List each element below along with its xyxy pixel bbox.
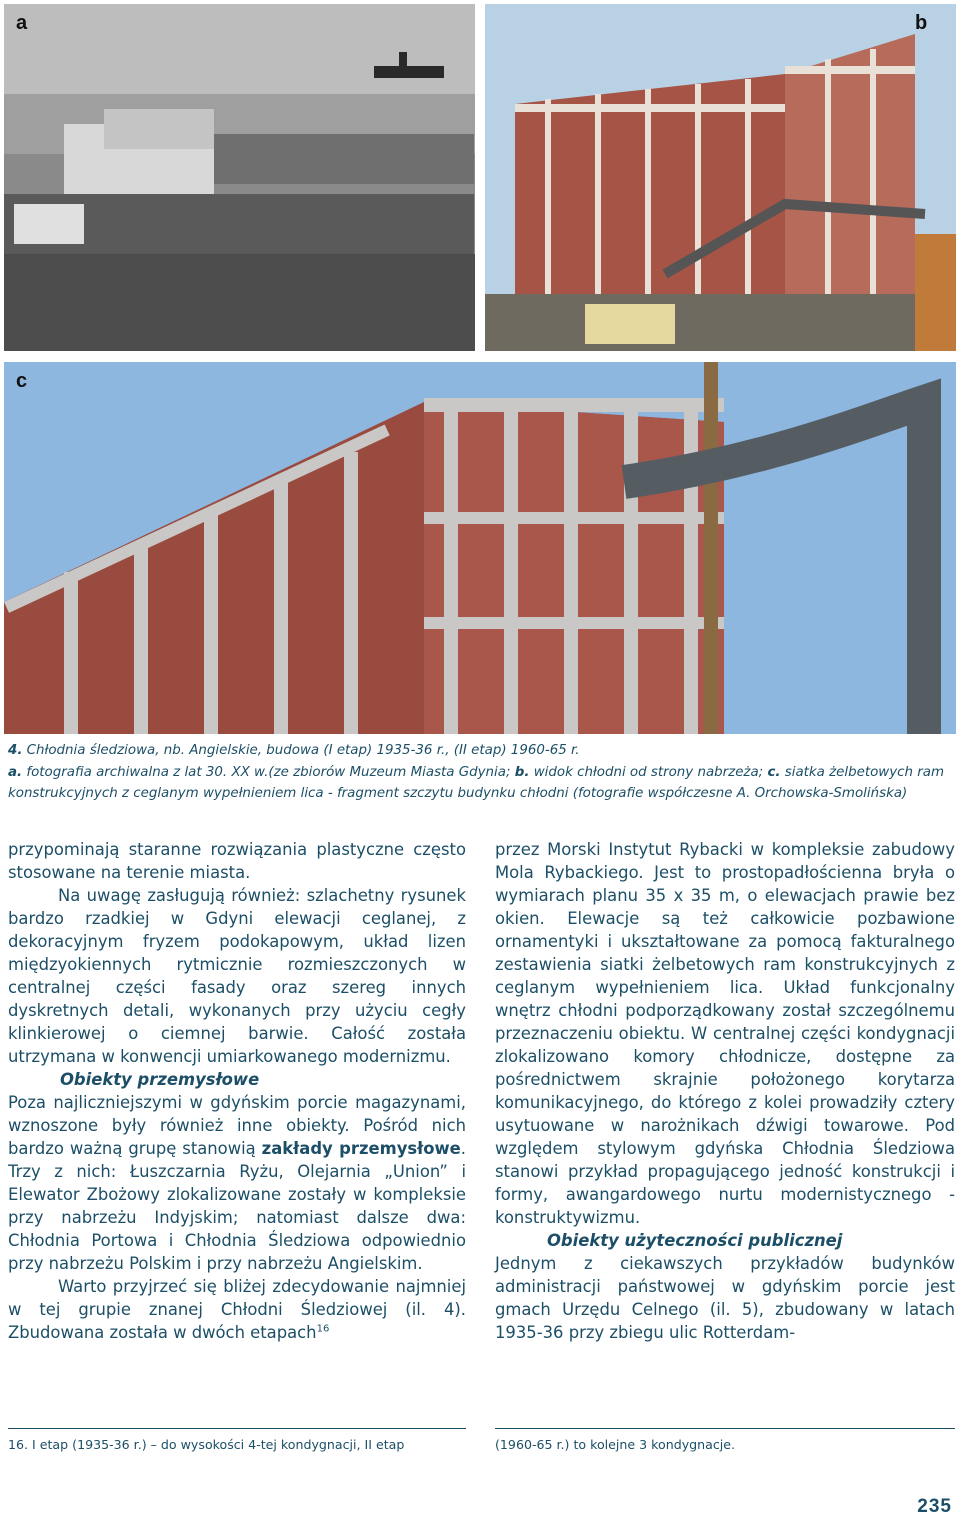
- caption-b-key: b.: [514, 764, 530, 780]
- left-paragraph-3: [8, 1091, 466, 1275]
- section-title-industrial: Obiekty przemysłowe: [60, 1070, 260, 1089]
- photo-a-archival: [4, 4, 475, 351]
- left-column: [8, 838, 466, 1344]
- caption-number: 4.: [8, 743, 23, 758]
- page-number: 235: [917, 1496, 952, 1517]
- caption-line1: Chłodnia śledziowa, nb. Angielskie, budowa (I etap) 1935-36 r., (II etap) 1960-65 r.: [26, 743, 580, 758]
- left-paragraph-4: [8, 1275, 466, 1344]
- left-p4-text: Warto przyjrzeć się bliżej zdecydowanie najmniej w tej grupie znanej Chłodni Śledziowej (il. 4). Zbudowana została w dwóch etapach: [8, 1277, 466, 1342]
- photo-a-label: a: [16, 12, 28, 34]
- caption-a-key: a.: [8, 764, 23, 780]
- caption-c-text: siatka żelbetowych ram konstrukcyjnych z ceglanym wypełnieniem lica - fragment szczytu budynku chłodni (fotografie współczesne A. Orchowska-Smolińska): [8, 764, 945, 801]
- figure-caption: [8, 740, 952, 805]
- caption-a-text: fotografia archiwalna z lat 30. XX w.(ze zbiorów Muzeum Miasta Gdynia;: [26, 764, 511, 780]
- footnote-rule-right: [495, 1428, 955, 1429]
- caption-b-text: widok chłodni od strony nabrzeża;: [533, 764, 764, 780]
- photo-b-label: b: [915, 12, 928, 34]
- footnote-right: (1960-65 r.) to kolejne 3 kondygnacje.: [495, 1437, 736, 1452]
- footnote-ref-16: 16: [316, 1323, 330, 1335]
- left-paragraph-2: Na uwagę zasługują również: szlachetny rysunek bardzo rzadkiej w Gdyni elewacji ceglanej, z dekoracyjnym fryzem podokapowym, układ lizen międzyokiennych rytmicznie rozmieszczonych w centralnej części fasady oraz szereg innych dyskretnych detali, wykonanych przy użyciu cegły klinkierowej o ciemnej barwie. Całość została utrzymana w konwencji umiarkowanego modernizmu.: [8, 886, 466, 1066]
- left-p3-bold: zakłady przemysłowe: [261, 1139, 461, 1158]
- section-title-public: Obiekty użyteczności publicznej: [547, 1231, 843, 1250]
- photo-c-facade-fragment: [4, 362, 956, 734]
- caption-c-key: c.: [767, 764, 781, 780]
- left-p3-part-a: Poza najliczniejszymi w gdyńskim porcie magazynami, wznoszone były również inne obiekty. Pośród nich bardzo ważną grupę stanowią: [8, 1093, 466, 1158]
- right-column: [495, 838, 955, 1344]
- photo-c-label: c: [16, 370, 28, 392]
- footnote-rule-left: [8, 1428, 466, 1429]
- photo-b-building-view: [485, 4, 956, 351]
- left-paragraph-1: przypominają staranne rozwiązania plastyczne często stosowane na terenie miasta.: [8, 840, 466, 882]
- footnote-left: 16. I etap (1935-36 r.) – do wysokości 4-tej kondygnacji, II etap: [8, 1437, 405, 1452]
- left-p3-part-b: . Trzy z nich: Łuszczarnia Ryżu, Olejarnia „Union” i Elewator Zbożowy zlokalizowane zostały w kompleksie przy nabrzeżu Indyjskim; natomiast dalsze dwa: Chłodnia Portowa i Chłodnia Śledziowa odpowiednio przy nabrzeżu Polskim i przy nabrzeżu Angielskim.: [8, 1139, 466, 1273]
- right-paragraph-1: przez Morski Instytut Rybacki w kompleksie zabudowy Mola Rybackiego. Jest to prostopadłościenna bryła o wymiarach planu 35 x 35 m, o elewacjach prawie bez okien. Elewacje są też całkowicie pozbawione ornamentyki i ukształtowane za pomocą fakturalnego zestawienia siatki żelbetowych ram konstrukcyjnych z ceglanym wypełnieniem lica. Układ funkcjonalny wnętrz chłodni podporządkowany został szczególnemu przeznaczeniu obiektu. W centralnej części kondygnacji zlokalizowano komory chłodnicze, dostępne za pośrednictwem skrajnie położonego korytarza komunikacyjnego, do którego z kolei prowadziły cztery usytuowane w narożnikach dźwigi towarowe. Pod względem stylowym gdyńska Chłodnia Śledziowa stanowi przykład propagującego jedność konstrukcji i formy, awangardowego nurtu modernistycznego - konstruktywizmu.: [495, 840, 955, 1227]
- right-paragraph-2: Jednym z ciekawszych przykładów budynków administracji państwowej w gdyńskim porcie jest gmach Urzędu Celnego (il. 5), zbudowany w latach 1935-36 przy zbiegu ulic Rotterdam-: [495, 1254, 955, 1342]
